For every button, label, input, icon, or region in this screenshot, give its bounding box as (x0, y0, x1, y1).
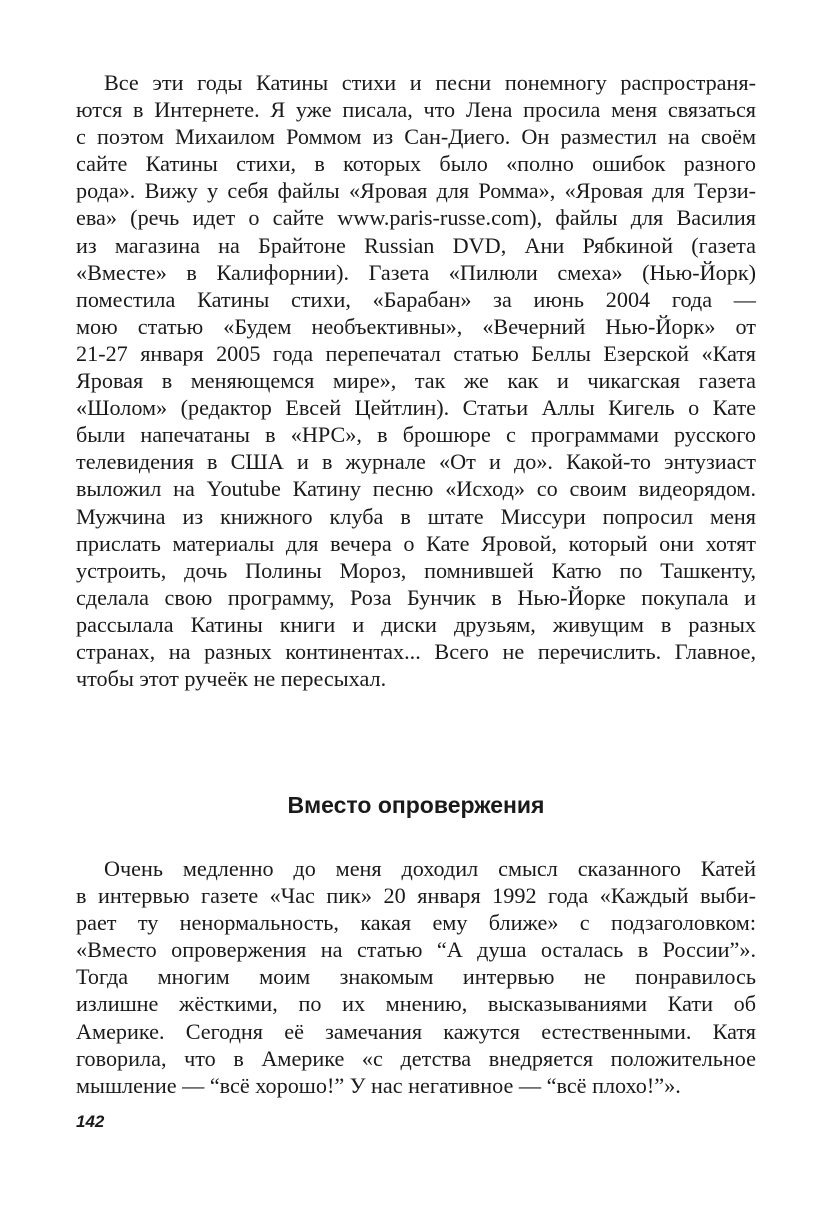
text-line: мышление — “всё хорошо!” У нас негативное — “всё плохо!”». (76, 1072, 681, 1098)
text-line: «Вместе» в Калифорнии). Газета «Пилюли смеха» (Нью-Йорк) (76, 259, 756, 285)
text-line: с поэтом Михаилом Роммом из Сан-Диего. Он разместил на своём (76, 124, 756, 150)
text-line: «Шолом» (редактор Евсей Цейтлин). Статьи Аллы Кигель о Кате (76, 395, 756, 421)
body-paragraph-1 (76, 69, 756, 692)
text-line: рода». Вижу у себя файлы «Яровая для Ромма», «Яровая для Терзи- (76, 178, 756, 204)
text-line: излишне жёсткими, по их мнению, высказываниями Кати об (76, 991, 756, 1017)
text-line: мою статью «Будем необъективны», «Вечерний Нью-Йорк» от (76, 313, 756, 339)
text-line: в интервью газете «Час пик» 20 января 1992 года «Каждый выби- (76, 883, 756, 909)
text-line: странах, на разных континентах... Всего не перечислить. Главное, (76, 638, 756, 664)
text-line: были напечатаны в «НРС», в брошюре с программами русского (76, 422, 756, 448)
text-line: поместила Катины стихи, «Барабан» за июнь 2004 года — (76, 286, 756, 312)
text-line: «Вместо опровержения на статью “А душа осталась в России”». (76, 937, 756, 963)
text-line: говорила, что в Америке «с детства внедряется положительное (76, 1045, 756, 1071)
text-line: ева» (речь идет о сайте www.paris-russe.com), файлы для Василия (76, 205, 756, 231)
text-line: сайте Катины стихи, в которых было «полно ошибок разного (76, 151, 756, 177)
text-line: рассылала Катины книги и диски друзьям, живущим в разных (76, 611, 756, 637)
section-title: Вместо опровержения (287, 792, 545, 818)
text-line: 21-27 января 2005 года перепечатал статью Беллы Езерской «Катя (76, 340, 756, 366)
text-line: из магазина на Брайтоне Russian DVD, Ани Рябкиной (газета (76, 232, 756, 258)
text-line: рает ту ненормальность, какая ему ближе» с подзаголовком: (76, 910, 756, 936)
text-line: телевидения в США и в журнале «От и до». Какой-то энтузиаст (76, 449, 756, 475)
body-paragraph-2 (76, 855, 756, 1099)
text-line: Яровая в меняющемся мире», так же как и чикагская газета (76, 368, 756, 394)
text-line: сделала свою программу, Роза Бунчик в Нью-Йорке покупала и (76, 584, 756, 610)
text-line: прислать материалы для вечера о Кате Яровой, который они хотят (76, 530, 756, 556)
text-line: чтобы этот ручеёк не пересыхал. (76, 666, 387, 692)
text-line: выложил на Youtube Катину песню «Исход» со своим видеорядом. (76, 476, 756, 502)
text-line: ются в Интернете. Я уже писала, что Лена просила меня связаться (76, 97, 756, 123)
text-line: устроить, дочь Полины Мороз, помнившей Катю по Ташкенту, (76, 557, 756, 583)
text-line: Очень медленно до меня доходил смысл сказанного Катей (104, 856, 756, 881)
text-line: Тогда многим моим знакомым интервью не понравилось (76, 964, 756, 990)
text-line: Мужчина из книжного клуба в штате Миссури попросил меня (76, 503, 756, 529)
page-number: 142 (76, 1112, 105, 1131)
text-line: Америке. Сегодня её замечания кажутся естественными. Катя (76, 1018, 756, 1044)
text-line: Все эти годы Катины стихи и песни понемногу распространя- (104, 70, 756, 95)
